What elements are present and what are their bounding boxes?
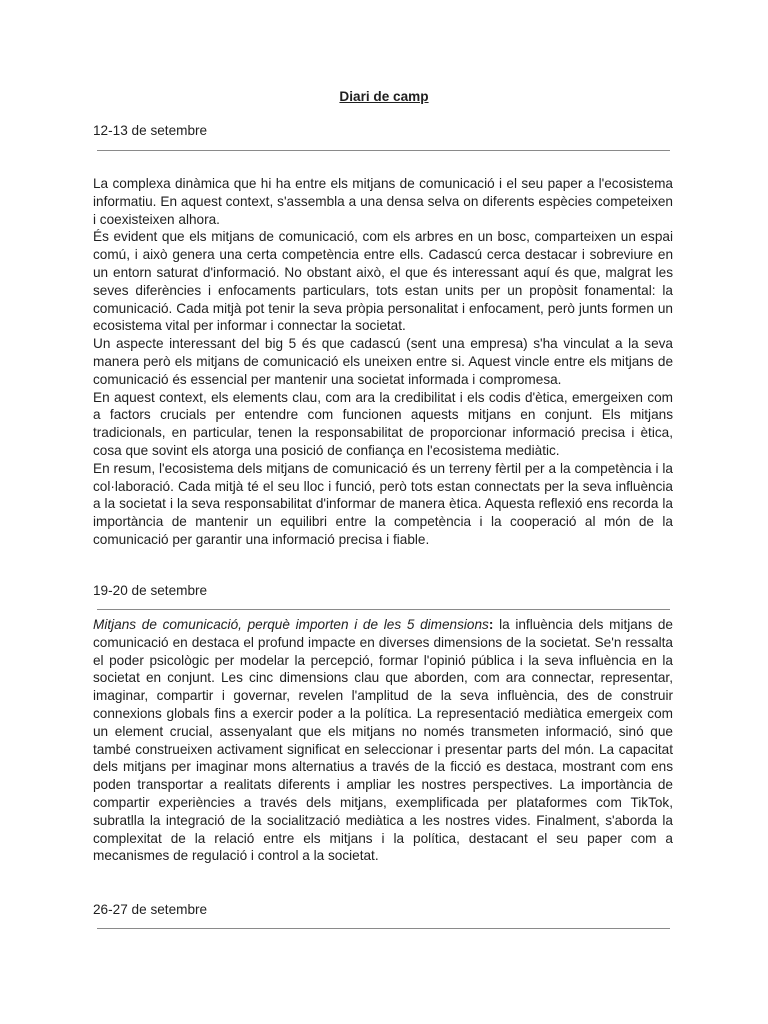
- entry-date: 19-20 de setembre: [93, 583, 208, 598]
- paragraph-text: la influència dels mitjans de comunicació en destaca el profund impacte en diverses dimensions de la societat. Se'n ressalta el poder psicològic per modelar la percepció, formar l'opinió pública i la seva influència en la societat en conjunt. Les cinc dimensions clau que aborden, com ara connectar, representar, imaginar, compartir i governar, revelen l'amplitud de la seva influència, des de construir connexions globals fins a exercir poder a la política. La representació mediàtica emergeix com un element crucial, assenyalant que els mitjans no només transmeten informació, sinó que també construeixen activament significat en seleccionar i presentar parts del món. La capacitat dels mitjans per imaginar mons alternatius a través de la ficció es destaca, mostrant com ens poden transportar a realitats diferents i ampliar les nostres perspectives. La importància de compartir experiències a través dels mitjans, exemplificada per plataformes com TikTok, subratlla la integració de la socialització mediàtica a les nostres vides. Finalment, s'aborda la complexitat de la relació entre els mitjans i la política, destacant el seu paper com a mecanismes de regulació i control a la societat.: [93, 617, 673, 864]
- paragraph: En aquest context, els elements clau, com ara la credibilitat i els codis d'ètica, emergeixen com a factors crucials per entendre com funcionen aquests mitjans en conjunt. Els mitjans tradicionals, en particular, tenen la responsabilitat de proporcionar informació precisa i ètica, cosa que sovint els atorga una posició de confiança en l'ecosistema mediàtic.: [93, 389, 673, 458]
- paragraph: [93, 616, 673, 865]
- paragraph-lead: Mitjans de comunicació, perquè importen i de les 5 dimensions: [93, 617, 489, 632]
- entry-date: 12-13 de setembre: [93, 123, 208, 138]
- section-divider: [97, 150, 670, 151]
- paragraph: La complexa dinàmica que hi ha entre els mitjans de comunicació i el seu paper a l'ecosistema informatiu. En aquest context, s'assembla a una densa selva on diferents espècies competeixen i coexisteixen alhora.: [93, 176, 673, 227]
- entry-date: 26-27 de setembre: [93, 902, 208, 917]
- paragraph: En resum, l'ecosistema dels mitjans de comunicació és un terreny fèrtil per a la competència i la col·laboració. Cada mitjà té el seu lloc i funció, però tots estan connectats per la seva influència a la societat i la seva responsabilitat d'informar de manera ètica. Aquesta reflexió ens recorda la importància de mantenir un equilibri entre la competència i la cooperació al món de la comunicació per garantir una informació precisa i fiable.: [93, 460, 673, 547]
- section-divider: [97, 609, 670, 610]
- section-divider: [97, 928, 670, 929]
- entry-body: [93, 175, 673, 549]
- document-title: Diari de camp: [339, 89, 429, 104]
- paragraph: És evident que els mitjans de comunicació, com els arbres en un bosc, comparteixen un espai comú, i això genera una certa competència entre ells. Cadascú cerca destacar i sobreviure en un entorn saturat d'informació. No obstant això, el que és interessant aquí és que, malgrat les seves diferències i enfocaments particulars, tots estan units per un propòsit fonamental: la comunicació. Cada mitjà pot tenir la seva pròpia personalitat i enfocament, però junts formen un ecosistema vital per informar i connectar la societat.: [93, 229, 673, 334]
- entry-body: [93, 616, 673, 865]
- paragraph: Un aspecte interessant del big 5 és que cadascú (sent una empresa) s'ha vinculat a la seva manera però els mitjans de comunicació els uneixen entre si. Aquest vincle entre els mitjans de comunicació és essencial per mantenir una societat informada i compromesa.: [93, 336, 673, 387]
- paragraph-lead-colon: :: [488, 617, 494, 632]
